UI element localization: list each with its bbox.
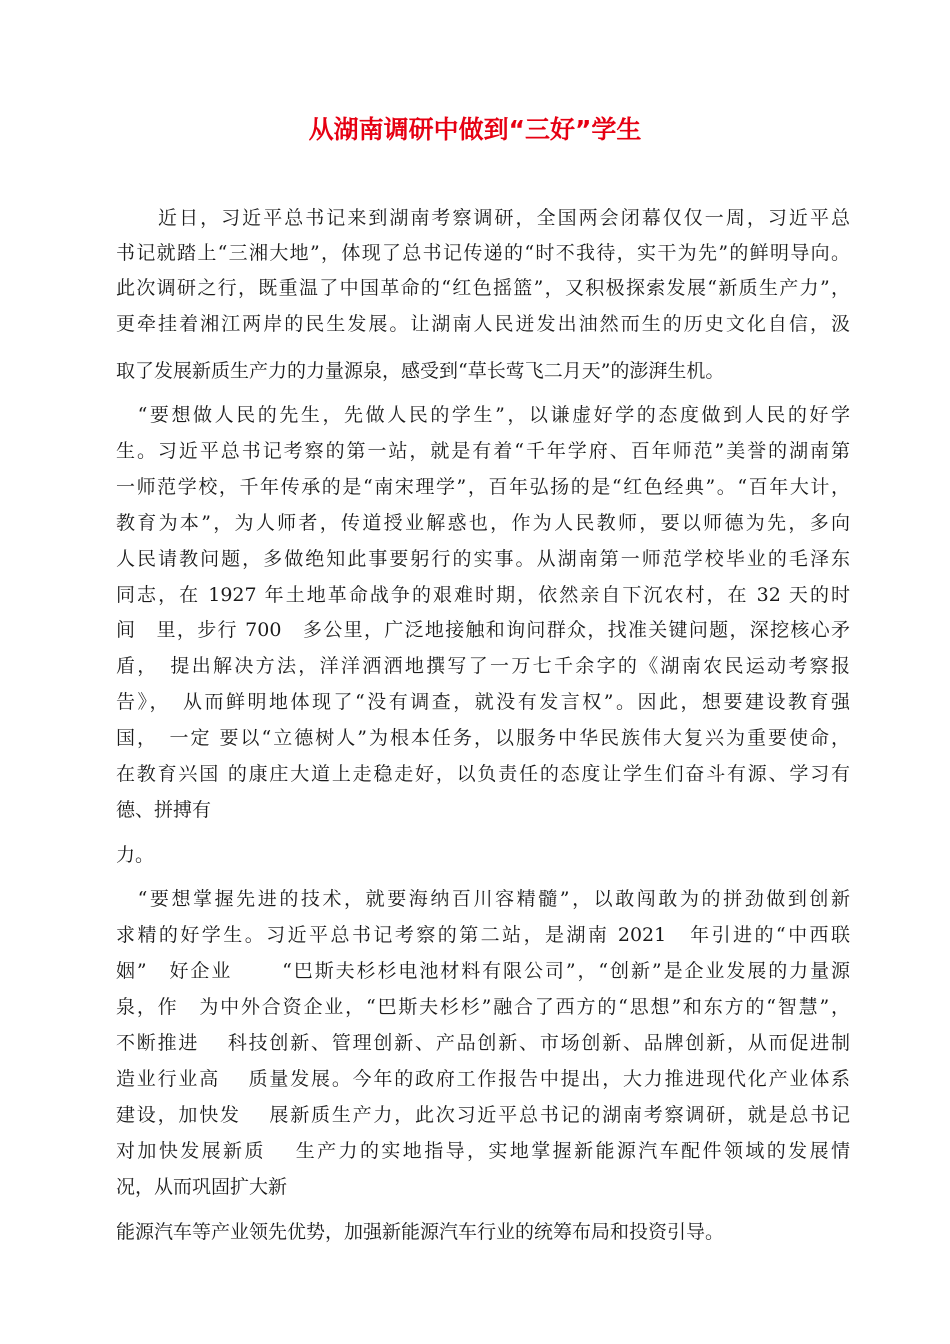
text-line: 对加快发展新质 生产力的实地指导，实地掌握新能源汽车配件领域的发展情 — [116, 1140, 850, 1162]
document-title: 从湖南调研中做到“三好”学生 — [308, 115, 642, 144]
text-line: 近日，习近平总书记来到湖南考察调研，全国两会闭幕仅仅一周，习近平总 — [116, 207, 850, 229]
text-line: 在教育兴国 的康庄大道上走稳走好，以负责任的态度让学生们奋斗有源、学习有 — [116, 763, 850, 785]
text-line: 教育为本”，为人师者，传道授业解惑也，作为人民教师，要以师德为先，多向 — [116, 512, 850, 534]
text-line: 不断推进 科技创新、管理创新、产品创新、市场创新、品牌创新，从而促进制 — [116, 1032, 850, 1054]
text-line: 求精的好学生。习近平总书记考察的第二站，是湖南 2021 年引进的“中西联 — [116, 924, 850, 946]
text-line: 国， 一定 要以“立德树人”为根本任务，以服务中华民族伟大复兴为重要使命， — [116, 727, 850, 749]
text-line: 建设，加快发 展新质生产力，此次习近平总书记的湖南考察调研，就是总书记 — [116, 1104, 850, 1126]
text-line: 间 里，步行 700 多公里，广泛地接触和询问群众，找准关键问题，深挖核心矛 — [116, 619, 850, 641]
text-line: 书记就踏上“三湘大地”，体现了总书记传递的“时不我待，实干为先”的鲜明导向。 — [116, 242, 850, 264]
text-line: 取了发展新质生产力的力量源泉，感受到“草长莺飞二月天”的澎湃生机。 — [116, 360, 725, 382]
text-line: 况，从而巩固扩大新 — [116, 1176, 288, 1198]
text-line: 能源汽车等产业领先优势，加强新能源汽车行业的统筹布局和投资引导。 — [116, 1221, 725, 1243]
text-line: 生。习近平总书记考察的第一站，就是有着“千年学府、百年师范”美誉的湖南第 — [116, 440, 850, 462]
text-line: “要想做人民的先生，先做人民的学生”，以谦虚好学的态度做到人民的好学 — [116, 404, 850, 426]
text-line: 同志，在 1927 年土地革命战争的艰难时期，依然亲自下沉农村，在 32 天的时 — [116, 584, 850, 606]
text-line: “要想掌握先进的技术，就要海纳百川容精髓”，以敢闯敢为的拼劲做到创新 — [116, 888, 850, 910]
text-line: 人民请教问题，多做绝知此事要躬行的实事。从湖南第一师范学校毕业的毛泽东 — [116, 548, 850, 570]
text-line: 告》， 从而鲜明地体现了“没有调查，就没有发言权”。因此，想要建设教育强 — [116, 691, 850, 713]
text-line: 一师范学校，千年传承的是“南宋理学”，百年弘扬的是“红色经典”。“百年大计， — [116, 476, 850, 498]
text-line: 更牵挂着湘江两岸的民生发展。让湖南人民迸发出油然而生的历史文化自信，汲 — [116, 313, 850, 335]
text-line: 力。 — [116, 844, 155, 866]
text-line: 此次调研之行，既重温了中国革命的“红色摇篮”，又积极探索发展“新质生产力”， — [116, 277, 850, 299]
text-line: 盾， 提出解决方法，洋洋洒洒地撰写了一万七千余字的《湖南农民运动考察报 — [116, 655, 850, 677]
text-line: 泉，作 为中外合资企业，“巴斯夫杉杉”融合了西方的“思想”和东方的“智慧”， — [116, 996, 850, 1018]
text-line: 造业行业高 质量发展。今年的政府工作报告中提出，大力推进现代化产业体系 — [116, 1068, 850, 1090]
text-line: 德、拼搏有 — [116, 799, 212, 821]
text-line: 姻” 好企业 “巴斯夫杉杉电池材料有限公司”，“创新”是企业发展的力量源 — [116, 960, 850, 982]
